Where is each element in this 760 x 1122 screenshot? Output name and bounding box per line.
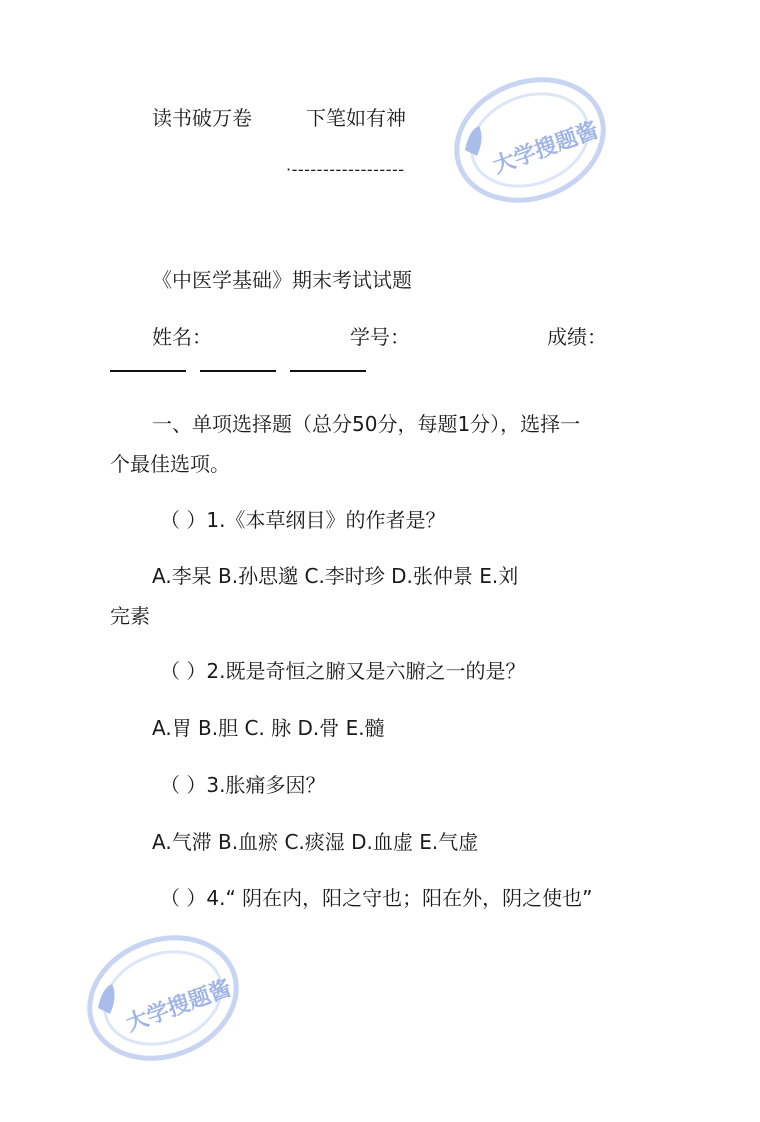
question-1-options: A.李杲 B.孙思邈 C.李时珍 D.张仲景 E.刘 (152, 564, 519, 588)
watermark-stamp-top (445, 70, 615, 210)
header-motto-left: 读书破万卷 (152, 106, 252, 130)
name-blank (110, 370, 186, 372)
name-label: 姓名： (152, 325, 212, 349)
header-dash-line: ·------------------ (286, 160, 405, 179)
question-1-stem: （ ）1.《本草纲目》的作者是？ (160, 508, 446, 532)
section-heading: 一、单项选择题（总分50分，每题1分），选择一 (152, 412, 581, 436)
watermark-stamp-bottom (78, 928, 248, 1068)
question-4-stem: （ ）4.“ 阴在内，阳之守也；阳在外，阴之使也” (160, 886, 593, 910)
question-1-options-cont: 完素 (110, 604, 150, 628)
score-blank (290, 370, 366, 372)
question-3-stem: （ ）3.胀痛多因？ (160, 773, 326, 797)
question-2-options: A.胃 B.胆 C. 脉 D.骨 E.髓 (152, 716, 385, 740)
svg-text:大学搜题酱: 大学搜题酱 (489, 118, 602, 180)
student-id-label: 学号： (350, 325, 410, 349)
student-id-blank (200, 370, 276, 372)
svg-text:大学搜题酱: 大学搜题酱 (122, 976, 235, 1038)
question-2-stem: （ ）2.既是奇恒之腑又是六腑之一的是？ (160, 659, 526, 683)
exam-title: 《中医学基础》期末考试试题 (152, 268, 412, 292)
section-heading-cont: 个最佳选项。 (110, 452, 230, 476)
header-motto-right: 下笔如有神 (306, 106, 406, 130)
question-3-options: A.气滞 B.血瘀 C.痰湿 D.血虚 E.气虚 (152, 830, 479, 854)
score-label: 成绩： (547, 325, 607, 349)
